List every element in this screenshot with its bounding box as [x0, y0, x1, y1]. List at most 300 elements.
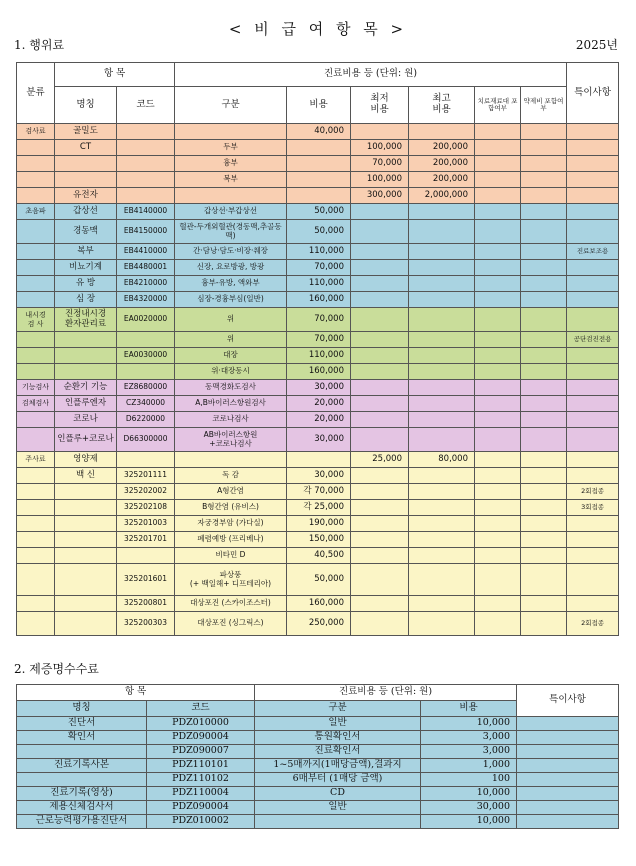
cell-c2: [521, 564, 567, 596]
cell-gubun: 신장, 요로방광, 방광: [175, 260, 287, 276]
cell-c2: [521, 548, 567, 564]
cell-cost: 100: [421, 773, 517, 787]
table-row: [17, 532, 619, 548]
cell-note: [567, 348, 619, 364]
cell-max: 80,000: [409, 452, 475, 468]
cell-note: 공단검진전용: [567, 332, 619, 348]
cell-gubun: 1~5매까지(1매당금액),결과지: [255, 759, 421, 773]
table-row: [17, 292, 619, 308]
cell-code: PDZ090004: [147, 731, 255, 745]
cell-code: [117, 172, 175, 188]
cell-c2: [521, 292, 567, 308]
cell-name: 인플루+코로나: [55, 428, 117, 452]
table-row: [17, 612, 619, 636]
cell-code: 325201601: [117, 564, 175, 596]
cell-max: [409, 516, 475, 532]
cell-code: D66300000: [117, 428, 175, 452]
cell-cost: [287, 140, 351, 156]
cell-name: 확인서: [17, 731, 147, 745]
cell-name: [55, 348, 117, 364]
cell-name: [55, 484, 117, 500]
cell-min: [351, 612, 409, 636]
cell-cat: [17, 412, 55, 428]
cell-c1: [475, 172, 521, 188]
cell-cost: 각 25,000: [287, 500, 351, 516]
cell-gubun: 비타민 D: [175, 548, 287, 564]
cell-c2: [521, 532, 567, 548]
cell-code: EB4140000: [117, 204, 175, 220]
cell-cost: 250,000: [287, 612, 351, 636]
cell-name: 유 방: [55, 276, 117, 292]
cell-cost: [287, 188, 351, 204]
cell-c1: [475, 220, 521, 244]
cell-cost: 40,500: [287, 548, 351, 564]
cell-min: [351, 500, 409, 516]
cell-cat: [17, 564, 55, 596]
cell-c2: [521, 204, 567, 220]
cell-name: [55, 156, 117, 172]
cell-cat: [17, 332, 55, 348]
cell-c2: [521, 308, 567, 332]
cell-max: [409, 532, 475, 548]
table-row: [17, 188, 619, 204]
cell-name: [55, 364, 117, 380]
cell-min: [351, 516, 409, 532]
cell-max: [409, 468, 475, 484]
cell-cost: 160,000: [287, 596, 351, 612]
t2-header-cost: 비용: [421, 701, 517, 717]
cell-cost: 40,000: [287, 124, 351, 140]
cell-code: 325200801: [117, 596, 175, 612]
cell-c2: [521, 412, 567, 428]
cell-code: [117, 452, 175, 468]
table-row: [17, 548, 619, 564]
cell-name: 복부: [55, 244, 117, 260]
header-code: 코드: [117, 87, 175, 124]
cell-note: [567, 596, 619, 612]
cell-note: [567, 172, 619, 188]
table-row: [17, 452, 619, 468]
cell-name: 진료기록(영상): [17, 787, 147, 801]
cell-name: [55, 500, 117, 516]
cell-cost: 110,000: [287, 276, 351, 292]
table-row: [17, 124, 619, 140]
cell-c2: [521, 276, 567, 292]
cell-c2: [521, 124, 567, 140]
cell-cat: [17, 548, 55, 564]
cell-note: [517, 787, 619, 801]
cell-gubun: [175, 452, 287, 468]
cell-c1: [475, 548, 521, 564]
header-type: 구분: [175, 87, 287, 124]
cell-max: [409, 364, 475, 380]
cell-cost: [287, 172, 351, 188]
cell-code: 325201003: [117, 516, 175, 532]
cell-note: [567, 564, 619, 596]
cell-note: [567, 276, 619, 292]
table-row: [17, 773, 619, 787]
cell-cost: 160,000: [287, 364, 351, 380]
cell-max: [409, 412, 475, 428]
cell-c2: [521, 596, 567, 612]
cell-gubun: 자궁경부암 (가다실): [175, 516, 287, 532]
cell-c1: [475, 260, 521, 276]
cell-c1: [475, 124, 521, 140]
cell-c2: [521, 172, 567, 188]
cell-code: EB4210000: [117, 276, 175, 292]
cell-cat: [17, 220, 55, 244]
cell-cat: [17, 188, 55, 204]
table-row: [17, 412, 619, 428]
cell-min: [351, 412, 409, 428]
cell-note: [567, 396, 619, 412]
cell-name: [17, 745, 147, 759]
cell-min: [351, 548, 409, 564]
cell-name: 인플루엔자: [55, 396, 117, 412]
cell-code: CZ340000: [117, 396, 175, 412]
cell-cat: [17, 612, 55, 636]
cell-name: 진단서: [17, 717, 147, 731]
cell-cat: [17, 484, 55, 500]
cell-cat: [17, 172, 55, 188]
cell-min: 300,000: [351, 188, 409, 204]
cell-c2: [521, 260, 567, 276]
header-note: 특이사항: [567, 63, 619, 124]
t2-header-item: 항 목: [17, 685, 255, 701]
header-item: 항 목: [55, 63, 175, 87]
table-row: [17, 204, 619, 220]
cell-c1: [475, 484, 521, 500]
table-row: [17, 564, 619, 596]
cell-code: [117, 332, 175, 348]
cell-cost: 20,000: [287, 412, 351, 428]
cell-cat: [17, 516, 55, 532]
cell-name: [55, 532, 117, 548]
cell-c1: [475, 468, 521, 484]
cell-cost: 30,000: [287, 468, 351, 484]
cell-max: [409, 428, 475, 452]
table-row: [17, 787, 619, 801]
cell-c2: [521, 156, 567, 172]
cell-gubun: 두부: [175, 140, 287, 156]
cell-max: [409, 276, 475, 292]
cell-cost: 10,000: [421, 787, 517, 801]
cell-name: [55, 172, 117, 188]
table-row: [17, 717, 619, 731]
cell-cat: [17, 532, 55, 548]
table-row: [17, 596, 619, 612]
t2-header-name: 명칭: [17, 701, 147, 717]
t2-header-type: 구분: [255, 701, 421, 717]
cell-min: [351, 484, 409, 500]
cell-gubun: [175, 124, 287, 140]
cell-c2: [521, 364, 567, 380]
cell-note: [517, 745, 619, 759]
cell-max: [409, 292, 475, 308]
cell-note: [567, 428, 619, 452]
cell-name: [55, 548, 117, 564]
cell-note: [567, 188, 619, 204]
section-2-title: 2. 제증명수수료: [14, 662, 99, 676]
cell-c1: [475, 532, 521, 548]
cell-c2: [521, 244, 567, 260]
cell-note: 3회접종: [567, 500, 619, 516]
cell-name: [17, 773, 147, 787]
cell-gubun: AB바이러스항원 +코로나검사: [175, 428, 287, 452]
cell-note: [567, 532, 619, 548]
cell-note: [567, 260, 619, 276]
cell-cat: [17, 276, 55, 292]
cell-cat: [17, 364, 55, 380]
year-label: 2025년: [575, 38, 618, 52]
cell-code: EB4480001: [117, 260, 175, 276]
table-row: [17, 745, 619, 759]
cell-code: [117, 156, 175, 172]
cell-cat: 주사료: [17, 452, 55, 468]
cell-c1: [475, 428, 521, 452]
cell-cost: 3,000: [421, 745, 517, 759]
cell-max: [409, 500, 475, 516]
cell-cat: [17, 596, 55, 612]
cell-note: [567, 452, 619, 468]
cell-min: [351, 244, 409, 260]
cell-gubun: 갑상선·부갑상선: [175, 204, 287, 220]
cell-cost: 1,000: [421, 759, 517, 773]
header-category: 분류: [17, 63, 55, 124]
table-row: [17, 468, 619, 484]
cell-c2: [521, 380, 567, 396]
cell-code: EA0030000: [117, 348, 175, 364]
cell-cost: 50,000: [287, 564, 351, 596]
cell-max: 200,000: [409, 172, 475, 188]
table-row: [17, 156, 619, 172]
table-row: [17, 140, 619, 156]
cell-cost: [287, 452, 351, 468]
cell-note: 2회접종: [567, 484, 619, 500]
cell-gubun: 간·담낭·담도·비장·췌장: [175, 244, 287, 260]
cell-min: 70,000: [351, 156, 409, 172]
cell-max: 2,000,000: [409, 188, 475, 204]
cell-c1: [475, 204, 521, 220]
cell-max: [409, 380, 475, 396]
cell-c1: [475, 396, 521, 412]
cell-c1: [475, 332, 521, 348]
cell-name: 백 신: [55, 468, 117, 484]
t2-header-cost-group: 진료비용 등 (단위: 원): [255, 685, 517, 701]
table-row: [17, 731, 619, 745]
cell-gubun: B형간염 (유비스): [175, 500, 287, 516]
cell-min: [351, 332, 409, 348]
cell-c2: [521, 484, 567, 500]
cell-cost: 30,000: [421, 801, 517, 815]
cell-name: CT: [55, 140, 117, 156]
cell-code: [117, 364, 175, 380]
cell-min: [351, 564, 409, 596]
cell-name: [55, 332, 117, 348]
cell-name: [55, 564, 117, 596]
cell-gubun: 위·대장동시: [175, 364, 287, 380]
cell-gubun: [255, 815, 421, 829]
cell-cost: 각 70,000: [287, 484, 351, 500]
cell-gubun: 코로나검사: [175, 412, 287, 428]
cell-c1: [475, 516, 521, 532]
cell-min: [351, 364, 409, 380]
cell-note: [517, 815, 619, 829]
cell-gubun: 흉부: [175, 156, 287, 172]
cell-min: 100,000: [351, 172, 409, 188]
table-row: [17, 276, 619, 292]
cell-gubun: 심장-경흉부심(일반): [175, 292, 287, 308]
cell-gubun: 일반: [255, 801, 421, 815]
cell-cat: [17, 500, 55, 516]
cell-cost: [287, 156, 351, 172]
cell-note: [567, 140, 619, 156]
cell-gubun: 대상포진 (스카이조스터): [175, 596, 287, 612]
cell-c1: [475, 500, 521, 516]
cell-c2: [521, 188, 567, 204]
cell-note: [567, 156, 619, 172]
cell-c2: [521, 332, 567, 348]
header-cost-group: 진료비용 등 (단위: 원): [175, 63, 567, 87]
cell-code: 325202002: [117, 484, 175, 500]
t2-header-code: 코드: [147, 701, 255, 717]
cell-note: [567, 412, 619, 428]
cell-cat: [17, 292, 55, 308]
cell-min: 100,000: [351, 140, 409, 156]
cell-cost: 70,000: [287, 260, 351, 276]
cell-gubun: CD: [255, 787, 421, 801]
cell-c1: [475, 596, 521, 612]
cell-note: [567, 308, 619, 332]
cell-c1: [475, 612, 521, 636]
cell-code: D6220000: [117, 412, 175, 428]
cell-min: [351, 348, 409, 364]
cell-max: [409, 204, 475, 220]
table-row: [17, 172, 619, 188]
cell-cost: 70,000: [287, 332, 351, 348]
header-material: 치료재료대 포함여부: [475, 87, 521, 124]
table-row: [17, 428, 619, 452]
cell-code: [117, 140, 175, 156]
cell-gubun: 진료확인서: [255, 745, 421, 759]
cell-gubun: 위: [175, 332, 287, 348]
cell-note: [567, 364, 619, 380]
table-row: [17, 759, 619, 773]
cell-gubun: 혈관-두개외혈관(경동맥,추골동맥): [175, 220, 287, 244]
cell-c2: [521, 396, 567, 412]
cell-min: 25,000: [351, 452, 409, 468]
cell-code: PDZ090007: [147, 745, 255, 759]
cell-c2: [521, 428, 567, 452]
cell-c1: [475, 308, 521, 332]
cell-note: [517, 759, 619, 773]
cell-name: 비뇨기계: [55, 260, 117, 276]
cell-name: 갑상선: [55, 204, 117, 220]
cell-c1: [475, 188, 521, 204]
cell-c1: [475, 364, 521, 380]
cell-c1: [475, 348, 521, 364]
cell-note: [567, 468, 619, 484]
cell-code: PDZ110101: [147, 759, 255, 773]
cell-cat: [17, 468, 55, 484]
cell-max: [409, 124, 475, 140]
cell-min: [351, 596, 409, 612]
cell-gubun: A형간염: [175, 484, 287, 500]
cell-note: [567, 380, 619, 396]
cell-c1: [475, 412, 521, 428]
cell-gubun: 복부: [175, 172, 287, 188]
fee-table-1: [16, 62, 619, 636]
cell-note: 진료보조용: [567, 244, 619, 260]
table-row: [17, 260, 619, 276]
cell-code: EA0020000: [117, 308, 175, 332]
cell-gubun: 6매부터 (1매당 금액): [255, 773, 421, 787]
cell-cat: [17, 428, 55, 452]
cell-cost: 30,000: [287, 428, 351, 452]
cell-min: [351, 276, 409, 292]
cell-gubun: 독 감: [175, 468, 287, 484]
cell-cost: 30,000: [287, 380, 351, 396]
cell-min: [351, 124, 409, 140]
cell-cost: 150,000: [287, 532, 351, 548]
cell-max: [409, 332, 475, 348]
cell-gubun: [175, 188, 287, 204]
cell-c2: [521, 220, 567, 244]
cell-cost: 190,000: [287, 516, 351, 532]
cell-gubun: 대상포진 (싱그릭스): [175, 612, 287, 636]
cell-name: 진료기록사본: [17, 759, 147, 773]
cell-min: [351, 260, 409, 276]
cell-max: 200,000: [409, 156, 475, 172]
cell-note: [517, 717, 619, 731]
cell-code: PDZ110004: [147, 787, 255, 801]
cell-gubun: 파상풍 (+ 백일해+ 디프테리아): [175, 564, 287, 596]
table-row: [17, 308, 619, 332]
table-row: [17, 815, 619, 829]
cell-max: [409, 308, 475, 332]
cell-max: [409, 348, 475, 364]
cell-code: EB4320000: [117, 292, 175, 308]
header-drug: 약제비 포함여부: [521, 87, 567, 124]
header-cost: 비용: [287, 87, 351, 124]
cell-cost: 3,000: [421, 731, 517, 745]
cell-c1: [475, 564, 521, 596]
section-1-title: 1. 행위료: [14, 38, 65, 52]
cell-code: EB4410000: [117, 244, 175, 260]
cell-min: [351, 292, 409, 308]
cell-note: [567, 124, 619, 140]
cell-min: [351, 532, 409, 548]
fee-table-2: [16, 684, 619, 829]
cell-c1: [475, 276, 521, 292]
cell-c2: [521, 500, 567, 516]
cell-cost: 110,000: [287, 244, 351, 260]
header-min: 최저 비용: [351, 87, 409, 124]
cell-name: 골밀도: [55, 124, 117, 140]
cell-name: 진정내시경 환자관리료: [55, 308, 117, 332]
cell-code: EB4150000: [117, 220, 175, 244]
cell-code: PDZ010000: [147, 717, 255, 731]
cell-code: 325200303: [117, 612, 175, 636]
cell-code: PDZ090004: [147, 801, 255, 815]
cell-name: [55, 612, 117, 636]
cell-gubun: 대장: [175, 348, 287, 364]
table-row: [17, 801, 619, 815]
cell-note: [567, 516, 619, 532]
page-title: < 비 급 여 항 목 >: [228, 20, 408, 38]
cell-min: [351, 428, 409, 452]
cell-cat: [17, 260, 55, 276]
